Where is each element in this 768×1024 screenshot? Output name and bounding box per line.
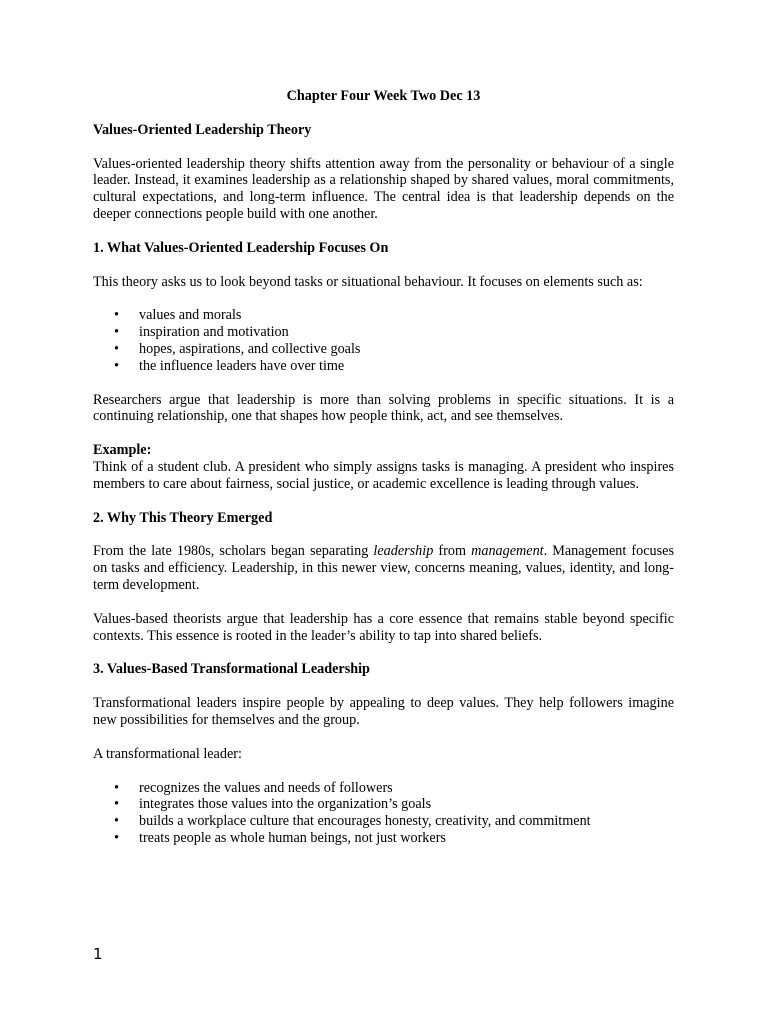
example-block (93, 442, 674, 492)
section-1-paragraph: This theory asks us to look beyond tasks or situational behaviour. It focuses on elements such as: (93, 273, 643, 290)
section-3-lead: A transformational leader: (93, 745, 242, 762)
document-page (93, 88, 674, 864)
section-2-text-b: from (433, 543, 472, 560)
section-3-paragraph: Transformational leaders inspire people by appealing to deep values. They help followers imagine new possibilities for themselves and the group. (93, 695, 674, 728)
section-2-paragraph-1 (93, 543, 674, 593)
document-title: Chapter Four Week Two Dec 13 (286, 88, 481, 104)
list-item: • integrates those values into the organization’s goals (93, 796, 674, 813)
section-1-paragraph-2: Researchers argue that leadership is more than solving problems in specific situations. It is a continuing relationship, one that shapes how people think, act, and see themselves. (93, 391, 674, 425)
section-main-heading: Values-Oriented Leadership Theory (93, 121, 312, 138)
section-3-bullet-list (93, 780, 674, 847)
section-3-heading: 3. Values-Based Transformational Leadership (93, 661, 370, 678)
example-text: Think of a student club. A president who simply assigns tasks is managing. A president who inspires members to care about fairness, social justice, or academic excellence is leading through values. (93, 458, 674, 492)
section-1-heading: 1. What Values-Oriented Leadership Focuses On (93, 239, 389, 256)
list-item: • values and morals (93, 307, 674, 324)
list-item: • treats people as whole human beings, not just workers (93, 830, 674, 847)
section-1-bullet-list (93, 307, 674, 374)
list-item: • recognizes the values and needs of followers (93, 780, 674, 797)
section-2-paragraph-2: Values-based theorists argue that leadership has a core essence that remains stable beyond specific contexts. This essence is rooted in the leader’s ability to tap into shared beliefs. (93, 610, 674, 644)
list-item: • hopes, aspirations, and collective goals (93, 341, 674, 358)
management-emphasis: management (471, 543, 544, 560)
section-2-text-c: . Management focuses on tasks and efficiency. Leadership, in this newer view, concerns meaning, values, identity, and long-term development. (93, 543, 674, 593)
list-item: • inspiration and motivation (93, 324, 674, 341)
list-item: • the influence leaders have over time (93, 358, 674, 375)
example-label: Example: (93, 442, 152, 459)
page-number: 1 (93, 945, 103, 963)
section-2-heading: 2. Why This Theory Emerged (93, 509, 273, 526)
section-2-text-a: From the late 1980s, scholars began separating (93, 543, 374, 560)
list-item: • builds a workplace culture that encourages honesty, creativity, and commitment (93, 813, 674, 830)
intro-paragraph: Values-oriented leadership theory shifts attention away from the personality or behaviour of a single leader. Instead, it examines leadership as a relationship shaped by shared values, moral commitments, cultural expectations, and long-term influence. The central idea is that leadership depends on the deeper connections people build with one another. (93, 155, 674, 222)
leadership-emphasis: leadership (373, 543, 434, 560)
